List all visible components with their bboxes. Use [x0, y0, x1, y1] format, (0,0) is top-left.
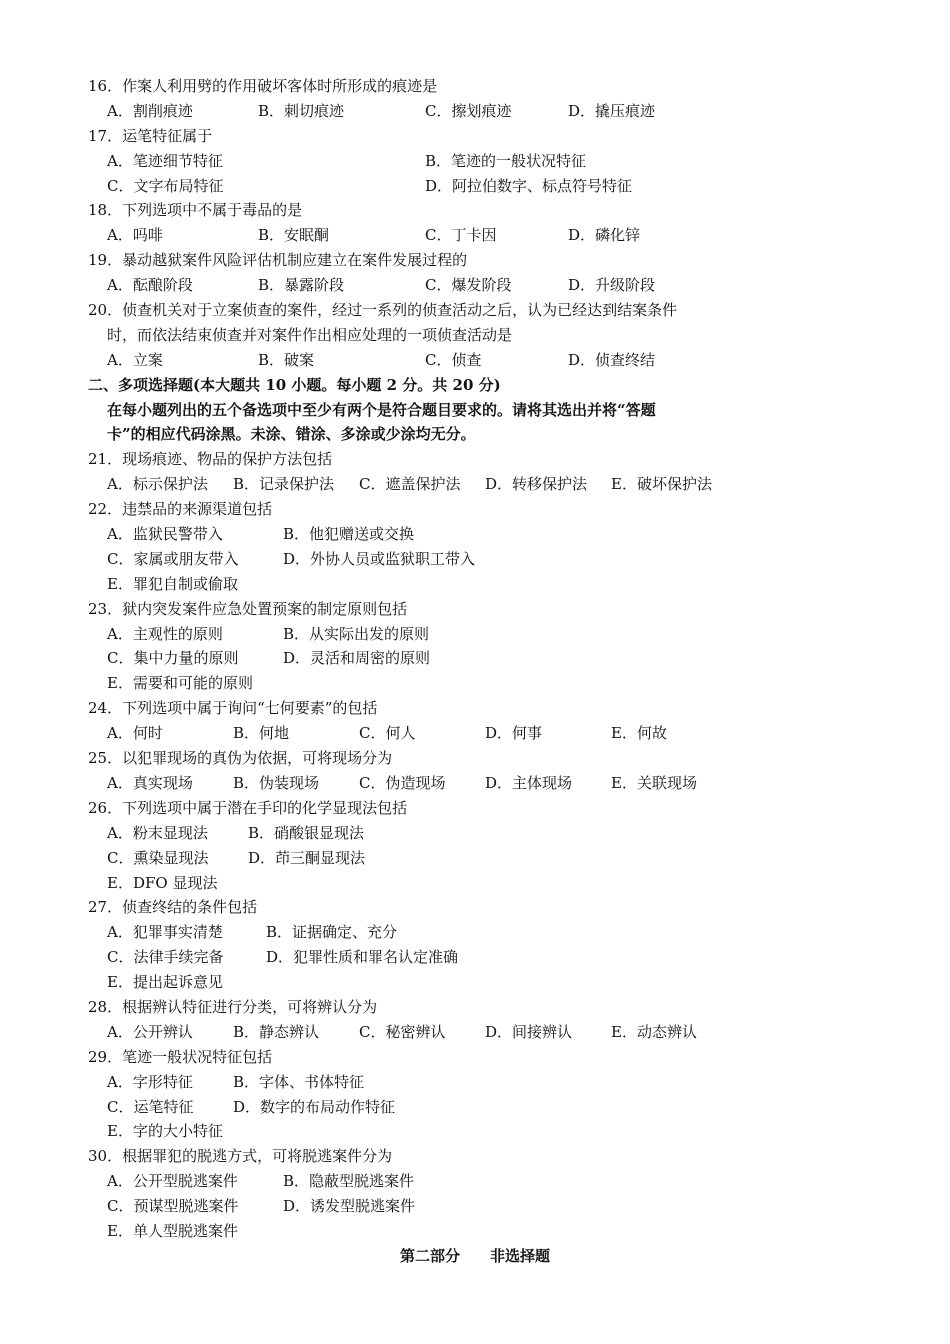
option-16-a: A．割削痕迹 [107, 101, 193, 120]
option-19-b: B．暴露阶段 [258, 276, 345, 295]
option-row [0, 1070, 950, 1095]
question-stem-21: 21．现场痕迹、物品的保护方法包括 [88, 450, 333, 469]
option-16-c: C．擦划痕迹 [425, 101, 512, 120]
option-25-a: A．真实现场 [107, 773, 193, 792]
option-row [0, 547, 950, 572]
option-row [0, 223, 950, 248]
question-stem-28: 28．根据辨认特征进行分类，可将辨认分为 [88, 997, 378, 1016]
option-row [0, 871, 950, 896]
section-instruction-line-2: 卡”的相应代码涂黑。未涂、错涂、多涂或少涂均无分。 [107, 425, 476, 444]
option-26-d: D．茚三酮显现法 [248, 848, 366, 867]
option-18-c: C．丁卡因 [425, 226, 497, 245]
option-29-e: E．字的大小特征 [107, 1122, 223, 1141]
option-24-c: C．何人 [359, 724, 416, 743]
option-30-a: A．公开型脱逃案件 [107, 1172, 238, 1191]
option-row [0, 472, 950, 497]
part-title: 第二部分 非选择题 [399, 1246, 550, 1265]
option-19-d: D．升级阶段 [568, 276, 656, 295]
option-24-a: A．何时 [107, 724, 163, 743]
option-20-d: D．侦查终结 [568, 350, 656, 369]
option-25-e: E．关联现场 [611, 773, 697, 792]
option-24-d: D．何事 [485, 724, 543, 743]
option-row [0, 622, 950, 647]
option-29-d: D．数字的布局动作特征 [233, 1097, 396, 1116]
single-choice-questions [0, 74, 950, 373]
option-22-b: B．他犯赠送或交换 [283, 525, 415, 544]
exam-page [0, 74, 950, 1269]
option-25-d: D．主体现场 [485, 773, 573, 792]
option-27-a: A．犯罪事实清楚 [107, 923, 223, 942]
option-23-d: D．灵活和周密的原则 [283, 649, 431, 668]
option-27-d: D．犯罪性质和罪名认定准确 [266, 948, 459, 967]
question-stem-27: 27．侦查终结的条件包括 [88, 898, 258, 917]
option-21-b: B．记录保护法 [233, 475, 335, 494]
option-20-a: A．立案 [107, 350, 163, 369]
option-26-e: E．DFO 显现法 [107, 873, 218, 892]
question-stem-23: 23．狱内突发案件应急处置预案的制定原则包括 [88, 599, 408, 618]
option-23-c: C．集中力量的原则 [107, 649, 239, 668]
option-row [0, 99, 950, 124]
option-29-c: C．运笔特征 [107, 1097, 194, 1116]
option-30-e: E．单人型脱逃案件 [107, 1221, 238, 1240]
option-30-d: D．诱发型脱逃案件 [283, 1197, 416, 1216]
question-stem-16: 16．作案人利用劈的作用破坏客体时所形成的痕迹是 [88, 77, 438, 95]
option-25-c: C．伪造现场 [359, 773, 446, 792]
option-row [0, 572, 950, 597]
option-row [0, 945, 950, 970]
option-28-a: A．公开辨认 [107, 1022, 193, 1041]
option-27-e: E．提出起诉意见 [107, 973, 223, 992]
option-17-c: C．文字布局特征 [107, 176, 224, 195]
option-23-a: A．主观性的原则 [107, 624, 223, 643]
option-row [0, 646, 950, 671]
option-21-a: A．标示保护法 [107, 475, 208, 494]
option-22-d: D．外协人员或监狱职工带入 [283, 549, 476, 568]
option-28-e: E．动态辨认 [611, 1022, 697, 1041]
option-20-c: C．侦查 [425, 350, 482, 369]
question-stem-22: 22．违禁品的来源渠道包括 [88, 500, 273, 519]
section-title: 二、多项选择题(本大题共 10 小题。每小题 2 分。共 20 分) [88, 375, 501, 394]
option-30-c: C．预谋型脱逃案件 [107, 1197, 239, 1216]
option-27-b: B．证据确定、充分 [266, 923, 398, 942]
option-24-b: B．何地 [233, 724, 290, 743]
option-17-a: A．笔迹细节特征 [107, 151, 223, 170]
option-row [0, 920, 950, 945]
option-17-b: B．笔迹的一般状况特征 [425, 151, 587, 170]
option-row [0, 174, 950, 199]
option-18-b: B．安眠酮 [258, 226, 330, 245]
option-row [0, 149, 950, 174]
option-19-a: A．酝酿阶段 [107, 276, 193, 295]
question-stem-26: 26．下列选项中属于潜在手印的化学显现法包括 [88, 798, 408, 817]
option-23-b: B．从实际出发的原则 [283, 624, 430, 643]
option-18-a: A．吗啡 [107, 226, 163, 245]
option-29-b: B．字体、书体特征 [233, 1072, 365, 1091]
option-21-d: D．转移保护法 [485, 475, 588, 494]
option-17-d: D．阿拉伯数字、标点符号特征 [425, 176, 633, 195]
option-30-b: B．隐蔽型脱逃案件 [283, 1172, 415, 1191]
option-row [0, 1095, 950, 1120]
option-25-b: B．伪装现场 [233, 773, 320, 792]
option-row [0, 348, 950, 373]
option-row [0, 1119, 950, 1144]
option-row [0, 1194, 950, 1219]
option-18-d: D．磷化锌 [568, 226, 641, 245]
option-row [0, 721, 950, 746]
option-29-a: A．字形特征 [107, 1072, 193, 1091]
option-row [0, 970, 950, 995]
section-instruction-line-1: 在每小题列出的五个备选项中至少有两个是符合题目要求的。请将其选出并将“答题 [107, 400, 656, 419]
option-row [0, 1169, 950, 1194]
option-24-e: E．何故 [611, 724, 667, 743]
option-row [0, 771, 950, 796]
option-22-e: E．罪犯自制或偷取 [107, 574, 238, 593]
option-19-c: C．爆发阶段 [425, 276, 512, 295]
option-16-d: D．撬压痕迹 [568, 101, 656, 120]
option-22-a: A．监狱民警带入 [107, 525, 223, 544]
option-28-c: C．秘密辨认 [359, 1022, 446, 1041]
option-27-c: C．法律手续完备 [107, 948, 224, 967]
option-23-e: E．需要和可能的原则 [107, 674, 253, 693]
question-stem-17: 17．运笔特征属于 [88, 126, 213, 145]
question-stem-30: 30．根据罪犯的脱逃方式，可将脱逃案件分为 [88, 1147, 393, 1166]
option-16-b: B．刺切痕迹 [258, 101, 345, 120]
option-26-c: C．熏染显现法 [107, 848, 209, 867]
option-row [0, 1219, 950, 1244]
question-stem-24: 24．下列选项中属于询问“七何要素”的包括 [88, 699, 378, 718]
question-stem-29: 29．笔迹一般状况特征包括 [88, 1047, 273, 1066]
option-26-a: A．粉末显现法 [107, 823, 208, 842]
multi-choice-questions [0, 447, 950, 1244]
option-20-b: B．破案 [258, 350, 315, 369]
option-21-c: C．遮盖保护法 [359, 475, 461, 494]
option-row [0, 522, 950, 547]
option-row [0, 821, 950, 846]
option-28-d: D．间接辨认 [485, 1022, 573, 1041]
option-22-c: C．家属或朋友带入 [107, 549, 239, 568]
option-21-e: E．破坏保护法 [611, 475, 712, 494]
question-stem-20: 20．侦查机关对于立案侦查的案件，经过一系列的侦查活动之后，认为已经达到结案条件 [88, 301, 678, 320]
option-28-b: B．静态辨认 [233, 1022, 320, 1041]
question-stem-19: 19．暴动越狱案件风险评估机制应建立在案件发展过程的 [88, 251, 468, 270]
question-stem-25: 25．以犯罪现场的真伪为依据，可将现场分为 [88, 749, 393, 768]
option-row [0, 671, 950, 696]
question-stem-18: 18．下列选项中不属于毒品的是 [88, 201, 303, 220]
question-stem-cont-20: 时，而依法结束侦查并对案件作出相应处理的一项侦查活动是 [107, 325, 513, 344]
option-row [0, 1020, 950, 1045]
option-row [0, 846, 950, 871]
option-26-b: B．硝酸银显现法 [248, 823, 365, 842]
option-row [0, 273, 950, 298]
